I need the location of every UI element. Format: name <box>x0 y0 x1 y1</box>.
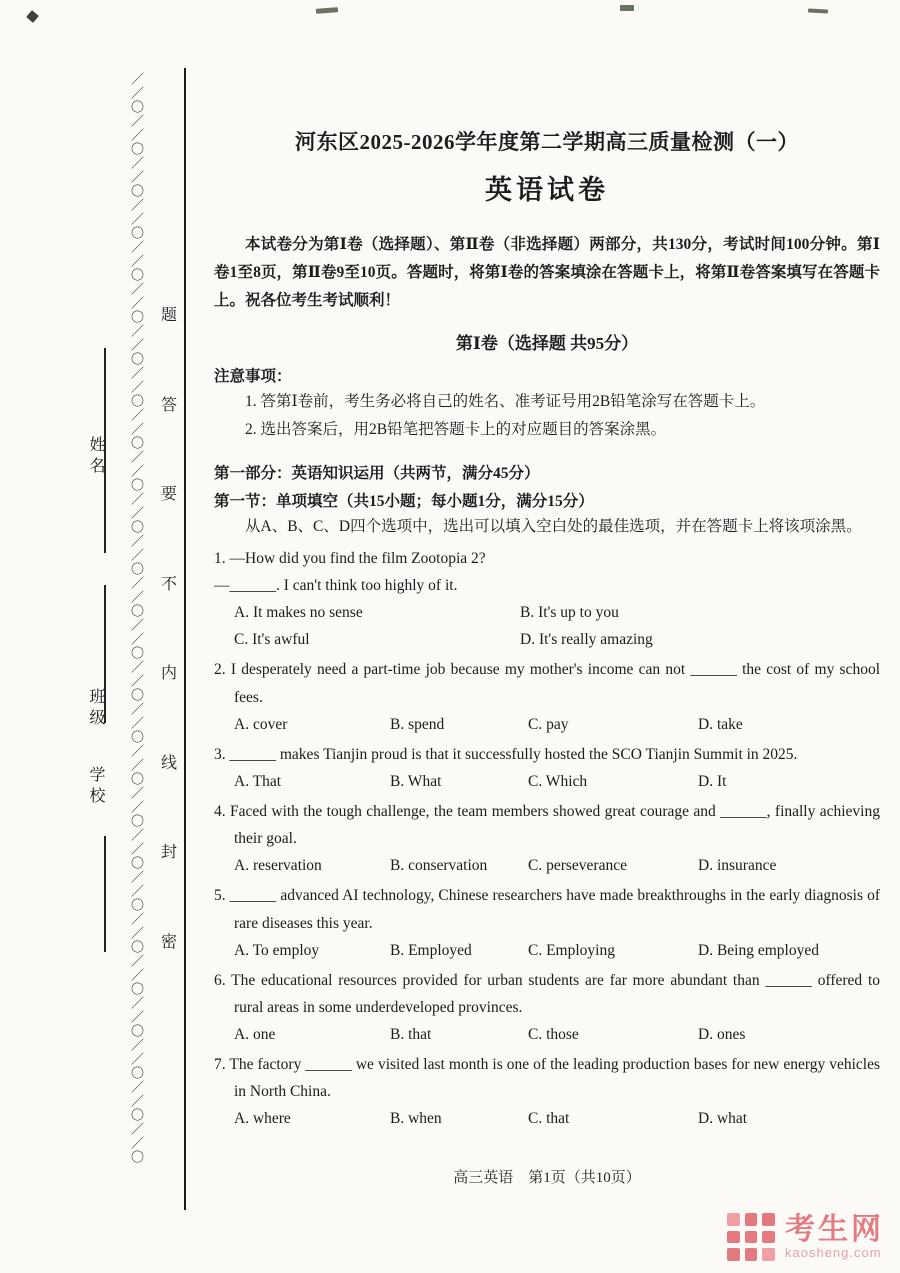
question-stem-line: —______. I can't think too highly of it. <box>214 577 458 595</box>
option-a: A. It makes no sense <box>234 604 363 622</box>
question-stem <box>214 656 880 710</box>
option-d: D. Being employed <box>698 941 819 959</box>
part-one-heading: 第一部分：英语知识运用（共两节，满分45分） <box>214 465 540 483</box>
option-b: B. conservation <box>390 857 488 875</box>
question-options <box>214 1021 880 1048</box>
question-stem <box>214 882 880 936</box>
question <box>214 1051 880 1132</box>
seal-text <box>159 302 179 952</box>
option-d: D. insurance <box>698 857 777 875</box>
option-c: C. those <box>528 1026 579 1044</box>
question-options <box>214 768 880 795</box>
exam-content <box>214 126 880 1136</box>
question-stem <box>214 741 880 768</box>
scan-artifact <box>808 8 828 13</box>
question <box>214 798 880 879</box>
question-number: 7. <box>214 1056 226 1074</box>
kaosheng-logo-icon <box>727 1213 775 1261</box>
question-stem <box>214 798 880 852</box>
option-c: C. pay <box>528 715 569 733</box>
option-d: D. take <box>698 715 743 733</box>
binding-marks: ／／〇／／〇／／〇／／〇／／〇／／〇／／〇／／〇／／〇／／〇／／〇／／〇／／〇／／〇／／〇／／〇／／〇／／〇／／〇／／〇／／〇／／〇／／〇／／〇／／〇／／〇 <box>128 72 143 1164</box>
option-d: D. ones <box>698 1026 746 1044</box>
question-number: 6. <box>214 971 226 989</box>
option-b: B. It's up to you <box>520 604 619 622</box>
question-options <box>214 711 880 738</box>
question-number: 2. <box>214 661 226 679</box>
question-options <box>214 599 880 653</box>
seal-char: 答 <box>160 396 177 414</box>
scan-artifact <box>316 7 338 14</box>
name-label: 姓名 <box>87 436 104 478</box>
school-label: 学校 <box>87 766 104 808</box>
seal-divider-line <box>184 68 186 1210</box>
option-d: D. It <box>698 772 727 790</box>
scan-artifact <box>620 5 634 11</box>
watermark-name: 考生网 <box>785 1213 884 1247</box>
exam-subtitle: 英语试卷 <box>485 175 609 205</box>
option-c: C. It's awful <box>234 631 310 649</box>
questions <box>214 545 880 1133</box>
question-options <box>214 852 880 879</box>
option-c: C. Which <box>528 772 588 790</box>
question <box>214 656 880 737</box>
question-number: 4. <box>214 803 226 821</box>
watermark-domain: kaosheng.com <box>785 1245 882 1261</box>
watermark-text <box>785 1213 884 1260</box>
option-c: C. perseverance <box>528 857 627 875</box>
question-stem-line: 2. I desperately need a part-time job because my mother's income can not ______ the cost of my school fees. <box>214 661 880 706</box>
exam-intro-paragraph: 本试卷分为第Ⅰ卷（选择题）、第Ⅱ卷（非选择题）两部分，共130分，考试时间100分钟。第Ⅰ卷1至8页，第Ⅱ卷9至10页。答题时，将第Ⅰ卷的答案填涂在答题卡上，将第Ⅱ卷答案填写在答题卡上。祝各位考生考试顺利！ <box>214 236 880 309</box>
seal-char: 密 <box>160 933 177 951</box>
option-d: D. It's really amazing <box>520 631 653 649</box>
question-stem-line: 3. ______ makes Tianjin proud is that it successfully hosted the SCO Tianjin Summit in 2025. <box>214 745 798 763</box>
school-fill-line <box>104 836 106 952</box>
section-a-heading: 第一节：单项填空（共15小题；每小题1分，满分15分） <box>214 493 594 511</box>
option-c: C. that <box>528 1110 570 1128</box>
page-footer: 高三英语 第1页（共10页） <box>453 1170 641 1186</box>
watermark <box>727 1213 884 1261</box>
question-stem-line: 7. The factory ______ we visited last month is one of the leading production bases for new energy vehicles in North China. <box>214 1056 880 1101</box>
question <box>214 967 880 1048</box>
option-b: B. What <box>390 772 442 790</box>
option-a: A. cover <box>234 715 288 733</box>
question-number: 3. <box>214 745 226 763</box>
option-d: D. what <box>698 1110 748 1128</box>
option-b: B. spend <box>390 715 445 733</box>
option-c: C. Employing <box>528 941 615 959</box>
seal-char: 不 <box>160 575 177 593</box>
class-fill-line <box>104 585 106 723</box>
question-stem <box>214 1051 880 1105</box>
question-options <box>214 1105 880 1132</box>
option-b: B. when <box>390 1110 442 1128</box>
volume-one-heading: 第Ⅰ卷（选择题 共95分） <box>455 333 639 353</box>
class-label: 班级 <box>87 688 104 730</box>
question <box>214 882 880 963</box>
option-a: A. one <box>234 1026 276 1044</box>
question-stem-line: 1. —How did you find the film Zootopia 2? <box>214 549 486 567</box>
notice-title: 注意事项： <box>214 367 292 385</box>
question-number: 5. <box>214 887 226 905</box>
seal-char: 内 <box>160 665 177 683</box>
name-fill-line <box>104 348 106 553</box>
scan-artifact <box>26 10 39 23</box>
seal-char: 要 <box>160 486 177 504</box>
notice-item-1: 1. 答第Ⅰ卷前，考生务必将自己的姓名、准考证号用2B铅笔涂写在答题卡上。 <box>245 392 766 410</box>
question-stem-line: 4. Faced with the tough challenge, the team members showed great courage and ______, finally achieving their goal. <box>214 803 880 848</box>
seal-char: 线 <box>160 754 177 772</box>
option-a: A. reservation <box>234 857 322 875</box>
section-instruction: 从A、B、C、D四个选项中，选出可以填入空白处的最佳选项，并在答题卡上将该项涂黑。 <box>245 518 862 536</box>
question-options <box>214 937 880 964</box>
question <box>214 741 880 795</box>
question-stem <box>214 545 880 599</box>
question-stem-line: 6. The educational resources provided for urban students are far more abundant than ______ offered to rural areas in some underdeveloped provinces. <box>214 971 880 1016</box>
option-a: A. That <box>234 772 282 790</box>
option-b: B. Employed <box>390 941 472 959</box>
notice-item-2: 2. 选出答案后，用2B铅笔把答题卡上的对应题目的答案涂黑。 <box>245 421 667 439</box>
question-stem-line: 5. ______ advanced AI technology, Chinese researchers have made breakthroughs in the early diagnosis of rare diseases this year. <box>214 887 880 932</box>
seal-char: 封 <box>160 844 177 862</box>
question-number: 1. <box>214 549 226 567</box>
exam-title: 河东区2025-2026学年度第二学期高三质量检测（一） <box>295 130 799 154</box>
seal-char: 题 <box>160 307 177 324</box>
option-a: A. To employ <box>234 941 320 959</box>
question <box>214 545 880 654</box>
option-a: A. where <box>234 1110 291 1128</box>
question-stem <box>214 967 880 1021</box>
option-b: B. that <box>390 1026 432 1044</box>
